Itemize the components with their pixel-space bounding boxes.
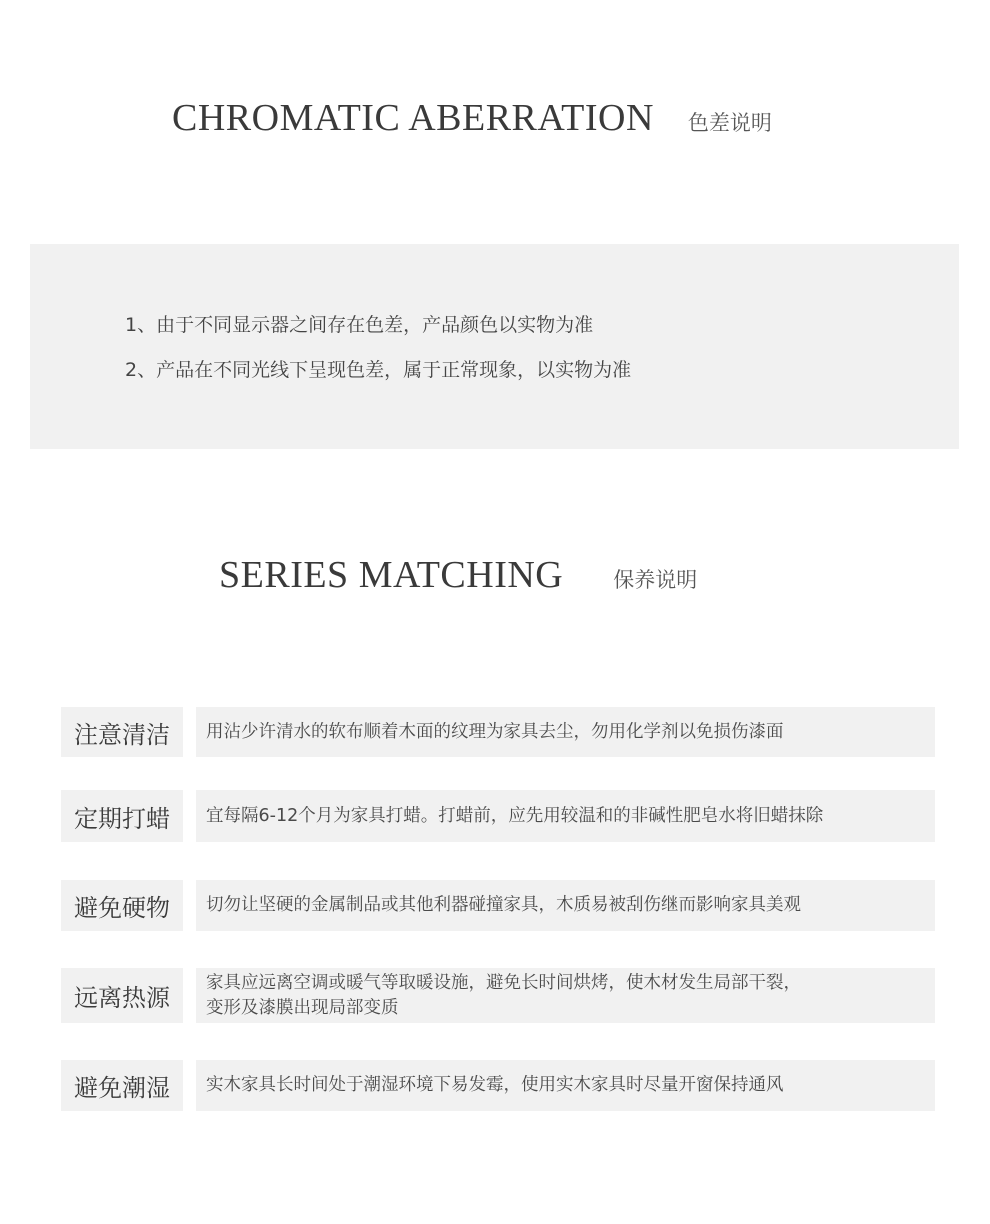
care-row-waxing xyxy=(61,790,935,842)
chromatic-aberration-title xyxy=(172,96,772,140)
chromatic-title-en: CHROMATIC ABERRATION xyxy=(172,97,654,139)
care-row-heat-source xyxy=(61,968,935,1023)
series-matching-title xyxy=(219,553,697,597)
care-label: 定期打蜡 xyxy=(61,790,183,842)
care-row-humidity xyxy=(61,1060,935,1111)
care-label: 避免硬物 xyxy=(61,880,183,931)
care-label: 远离热源 xyxy=(61,968,183,1023)
care-description: 切勿让坚硬的金属制品或其他利器碰撞家具，木质易被刮伤继而影响家具美观 xyxy=(196,880,935,931)
series-title-cn: 保养说明 xyxy=(613,568,698,592)
care-description: 用沾少许清水的软布顺着木面的纹理为家具去尘，勿用化学剂以免损伤漆面 xyxy=(196,707,935,757)
chromatic-note-1: 1、由于不同显示器之间存在色差，产品颜色以实物为准 xyxy=(125,314,594,336)
care-description: 宜每隔6-12个月为家具打蜡。打蜡前，应先用较温和的非碱性肥皂水将旧蜡抹除 xyxy=(196,790,935,842)
chromatic-title-cn: 色差说明 xyxy=(687,111,772,135)
care-description: 家具应远离空调或暖气等取暖设施，避免长时间烘烤，使木材发生局部干裂， 变形及漆膜出现局部变质 xyxy=(196,968,935,1023)
care-description: 实木家具长时间处于潮湿环境下易发霉，使用实木家具时尽量开窗保持通风 xyxy=(196,1060,935,1111)
chromatic-note-2: 2、产品在不同光线下呈现色差，属于正常现象，以实物为准 xyxy=(125,359,632,381)
care-row-hard-objects xyxy=(61,880,935,931)
care-label: 注意清洁 xyxy=(61,707,183,757)
care-label: 避免潮湿 xyxy=(61,1060,183,1111)
care-row-cleaning xyxy=(61,707,935,757)
series-title-en: SERIES MATCHING xyxy=(219,554,564,596)
chromatic-notice-box xyxy=(30,244,959,449)
